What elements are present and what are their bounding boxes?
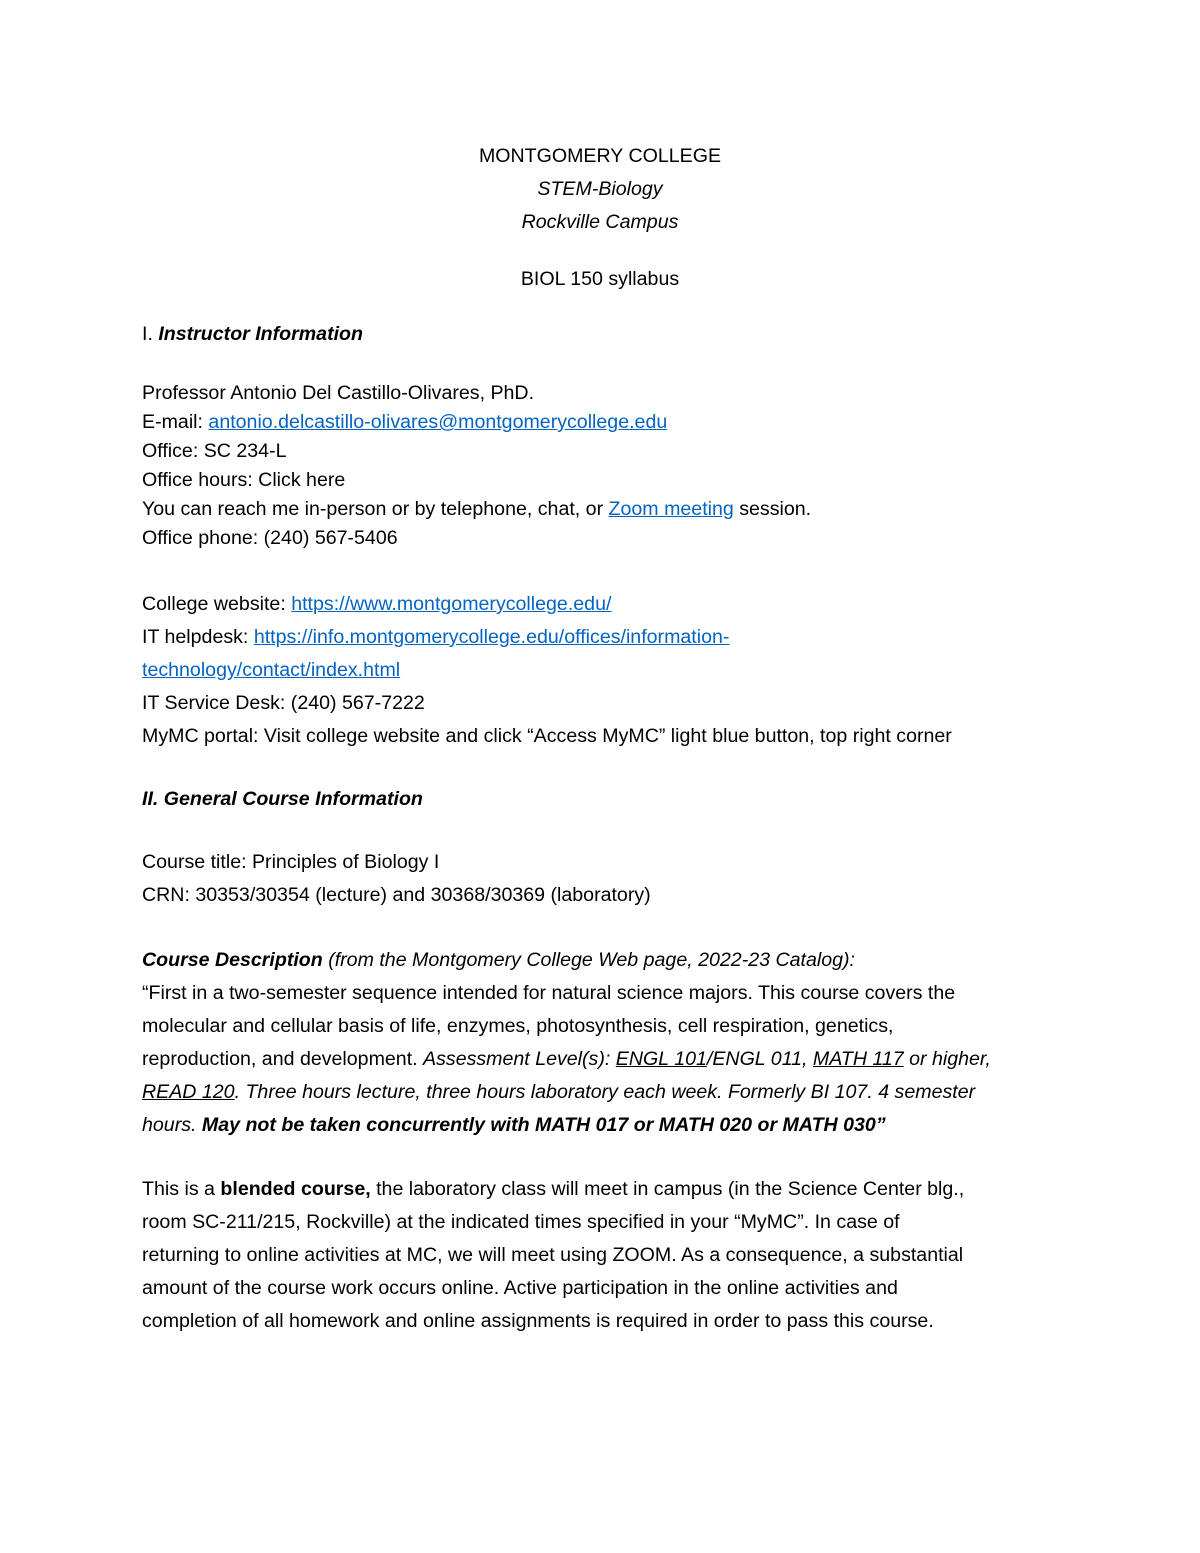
course-title: Course title: Principles of Biology I bbox=[142, 851, 440, 873]
desc-line-1: “First in a two-semester sequence intended for natural science majors. This course covers the bbox=[142, 982, 956, 1004]
email-link[interactable]: antonio.delcastillo-olivares@montgomerycollege.edu bbox=[208, 411, 668, 433]
campus-name: Rockville Campus bbox=[521, 211, 679, 233]
office-phone: Office phone: (240) 567-5406 bbox=[142, 527, 398, 549]
blend-line-5: completion of all homework and online assignments is required in order to pass this course. bbox=[142, 1310, 934, 1332]
helpdesk-line bbox=[142, 621, 1072, 654]
desc-label: Course Description bbox=[142, 949, 323, 971]
contact-text-end: session. bbox=[733, 498, 812, 520]
desc-source: (from the Montgomery College Web page, 2022-23 Catalog): bbox=[322, 949, 855, 971]
email-label: E-mail: bbox=[142, 411, 209, 433]
engl-101: ENGL 101 bbox=[615, 1048, 707, 1070]
professor-name: Professor Antonio Del Castillo-Olivares, PhD. bbox=[142, 382, 535, 404]
college-resources bbox=[142, 588, 1072, 753]
hours-end: hours. bbox=[142, 1114, 202, 1136]
blend-line-1 bbox=[142, 1173, 1072, 1206]
engl-011: /ENGL 011, bbox=[706, 1048, 813, 1070]
website-line bbox=[142, 588, 1072, 621]
mymc-portal: MyMC portal: Visit college website and click “Access MyMC” light blue button, top right corner bbox=[142, 725, 952, 747]
blend-text-cont: the laboratory class will meet in campus (in the Science Center blg., bbox=[370, 1178, 965, 1200]
blended-course-paragraph bbox=[142, 1173, 1072, 1338]
blend-line-4: amount of the course work occurs online. Active participation in the online activities and bbox=[142, 1277, 898, 1299]
contact-methods bbox=[142, 495, 1072, 524]
institution-name: MONTGOMERY COLLEGE bbox=[478, 145, 722, 167]
math-117: MATH 117 bbox=[812, 1048, 904, 1070]
office-location: Office: SC 234-L bbox=[142, 440, 287, 462]
concurrency-note: May not be taken concurrently with MATH 017 or MATH 020 or MATH 030” bbox=[201, 1114, 886, 1136]
desc-line-2: molecular and cellular basis of life, enzymes, photosynthesis, cell respiration, genetics, bbox=[142, 1015, 894, 1037]
zoom-meeting-link[interactable]: Zoom meeting bbox=[608, 498, 734, 520]
office-hours: Office hours: Click here bbox=[142, 469, 346, 491]
service-desk: IT Service Desk: (240) 567-7222 bbox=[142, 692, 425, 714]
desc-heading-line bbox=[142, 944, 1072, 977]
assessment-label: Assessment Level(s): bbox=[423, 1048, 616, 1070]
or-higher: or higher, bbox=[903, 1048, 991, 1070]
desc-text: reproduction, and development. bbox=[142, 1048, 424, 1070]
course-basics bbox=[142, 846, 1072, 912]
helpdesk-line-cont bbox=[142, 654, 1072, 687]
document-content bbox=[142, 140, 1072, 1338]
helpdesk-link-cont[interactable]: technology/contact/index.html bbox=[142, 659, 401, 681]
hours-text: . Three hours lecture, three hours laboratory each week. Formerly BI 107. 4 semester bbox=[234, 1081, 976, 1103]
document-title: BIOL 150 syllabus bbox=[520, 268, 680, 290]
course-crn: CRN: 30353/30354 (lecture) and 30368/30369 (laboratory) bbox=[142, 884, 651, 906]
instructor-info bbox=[142, 379, 1072, 553]
blended-course-label: blended course, bbox=[220, 1178, 371, 1200]
desc-line-3 bbox=[142, 1043, 1072, 1076]
document-header bbox=[142, 140, 1058, 296]
blend-line-2: room SC-211/215, Rockville) at the indicated times specified in your “MyMC”. In case of bbox=[142, 1211, 900, 1233]
section-number: I. bbox=[142, 323, 159, 345]
blend-text: This is a bbox=[142, 1178, 221, 1200]
website-label: College website: bbox=[142, 593, 292, 615]
course-description bbox=[142, 944, 1072, 1142]
helpdesk-label: IT helpdesk: bbox=[142, 626, 254, 648]
section-title: Instructor Information bbox=[158, 323, 363, 345]
blend-line-3: returning to online activities at MC, we will meet using ZOOM. As a consequence, a substantial bbox=[142, 1244, 964, 1266]
email-line bbox=[142, 408, 1072, 437]
section-general-heading: II. General Course Information bbox=[142, 788, 423, 810]
section-instructor-heading bbox=[142, 320, 1072, 349]
department-name: STEM-Biology bbox=[537, 178, 663, 200]
contact-text: You can reach me in-person or by telephone, chat, or bbox=[142, 498, 609, 520]
read-120: READ 120 bbox=[142, 1081, 235, 1103]
helpdesk-link[interactable]: https://info.montgomerycollege.edu/offices/information- bbox=[253, 626, 730, 648]
desc-line-5 bbox=[142, 1109, 1072, 1142]
college-website-link[interactable]: https://www.montgomerycollege.edu/ bbox=[291, 593, 612, 615]
desc-line-4 bbox=[142, 1076, 1072, 1109]
